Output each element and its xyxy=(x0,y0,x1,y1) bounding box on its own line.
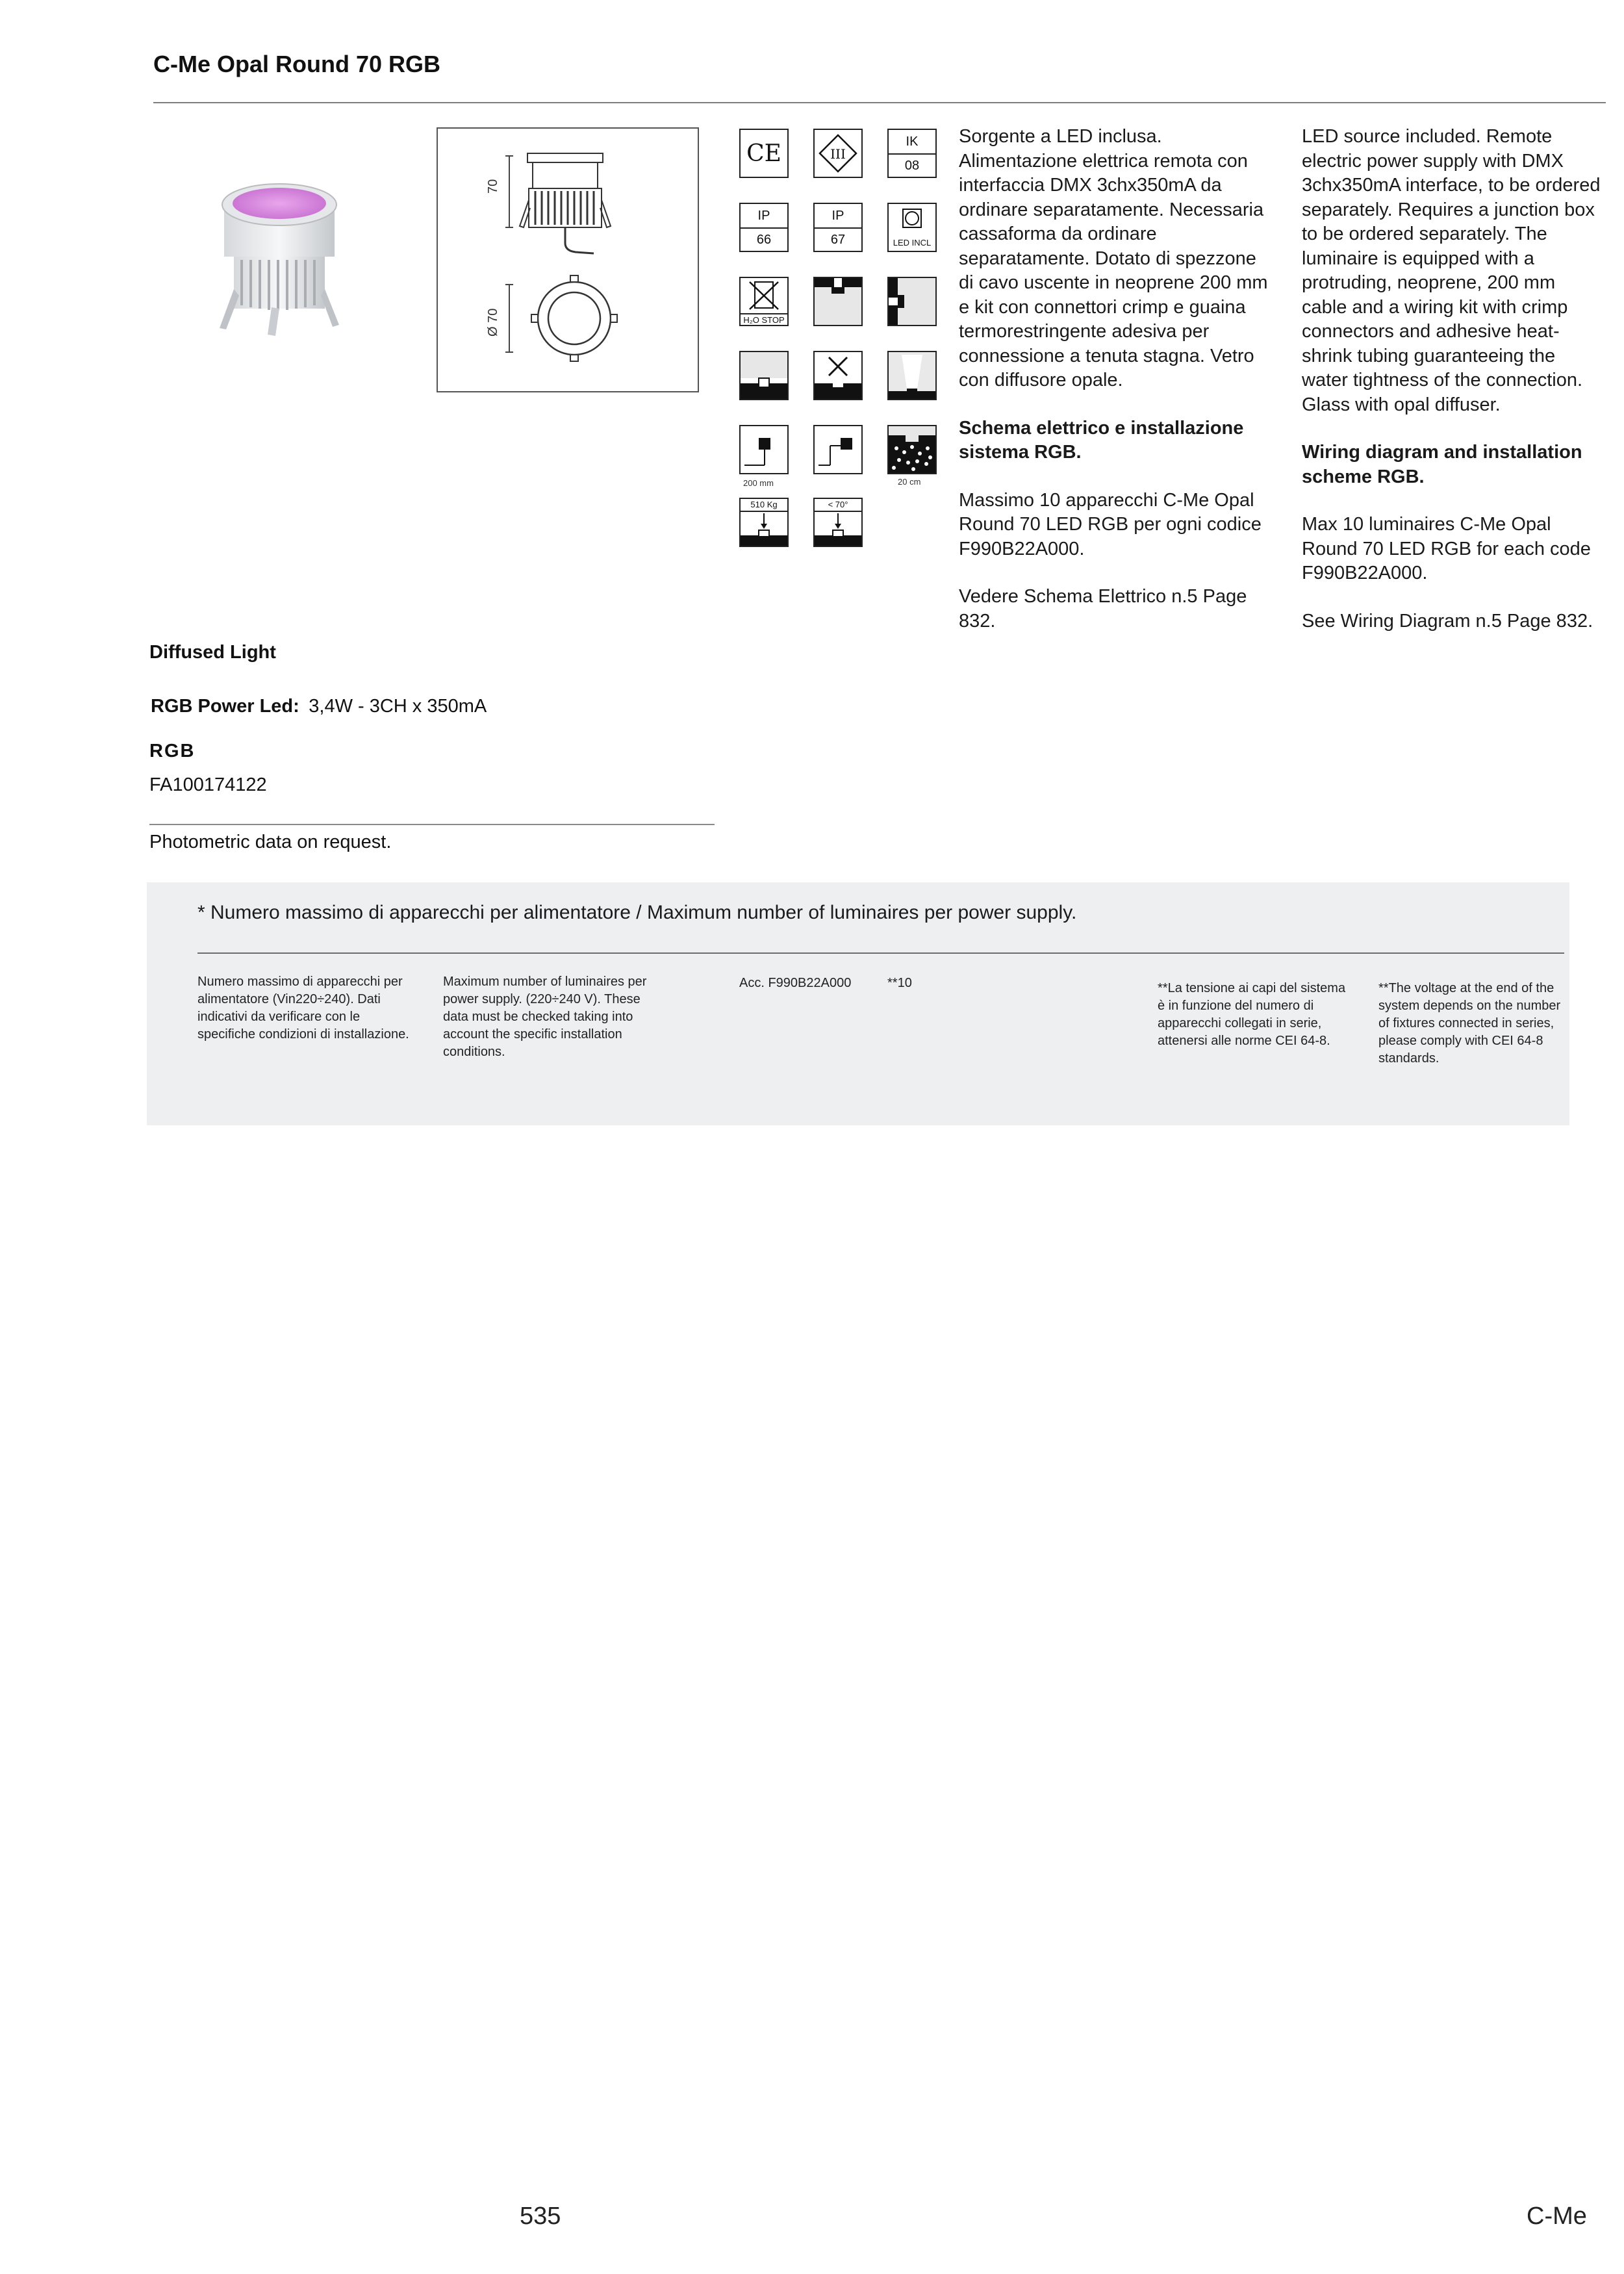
title-divider xyxy=(153,102,1606,103)
light-beam-icon xyxy=(887,351,937,400)
h2o-stop-icon xyxy=(739,277,789,326)
gravel-drainage-icon xyxy=(887,425,937,474)
english-wiring-see: See Wiring Diagram n.5 Page 832. xyxy=(1302,610,1593,632)
ik-label: IK xyxy=(889,130,935,155)
product-code: FA100174122 xyxy=(149,774,267,795)
english-column xyxy=(1302,125,1601,633)
english-wiring-heading: Wiring diagram and installation scheme RGB. xyxy=(1302,442,1582,487)
ip66-label: IP xyxy=(741,204,787,229)
notes-voltage-english: **The voltage at the end of the system depends on the number of fixtures connected in series, please comply with CEI 64-8 standards. xyxy=(1378,981,1561,1066)
product-family: C-Me xyxy=(1527,2203,1587,2230)
english-description: LED source included. Remote electric power supply with DMX 3chx350mA interface, to be ordered separately. Requires a junction box to be ordered separately. The luminaire is equipped with a protruding, neoprene, 200 mm cable and a wiring kit with crimp connectors and adhesive heat-shrink tubing guaranteeing the water tightness of the connection. Glass with opal diffuser. xyxy=(1302,126,1601,415)
notes-voltage-italian: **La tensione ai capi del sistema è in funzione del numero di apparecchi collegati in serie, attenersi alle norme CEI 64-8. xyxy=(1158,981,1346,1048)
photometric-note: Photometric data on request. xyxy=(149,832,392,852)
notes-col-english: Maximum number of luminaires per power supply. (220÷240 V). These data must be checked taking into account the specific installation conditions. xyxy=(443,975,647,1059)
power-supply-notes-box xyxy=(147,882,1569,1125)
h2o-stop-label: H₂O STOP xyxy=(741,313,787,326)
ip67-value: 67 xyxy=(830,233,846,247)
accessory-code: Acc. F990B22A000 xyxy=(739,976,852,990)
ip67-label: IP xyxy=(815,204,861,229)
power-label: RGB Power Led: xyxy=(151,696,299,717)
led-included-icon xyxy=(887,203,937,252)
technical-drawing xyxy=(437,127,699,392)
svg-text:III: III xyxy=(830,146,846,162)
load-510kg-icon xyxy=(739,498,789,547)
power-spec xyxy=(151,696,487,717)
cable-exit-icon xyxy=(813,425,863,474)
temperature-label: < 70° xyxy=(815,499,861,512)
no-covering-icon xyxy=(813,351,863,400)
svg-text:CE: CE xyxy=(746,140,781,167)
class-iii-icon xyxy=(813,129,863,178)
power-value: 3,4W - 3CH x 350mA xyxy=(309,696,487,717)
english-wiring-max: Max 10 luminaires C-Me Opal Round 70 LED RGB for each code F990B22A000. xyxy=(1302,514,1591,583)
accessory-count: **10 xyxy=(887,976,912,990)
notes-heading: * Numero massimo di apparecchi per alimentatore / Maximum number of luminaires per power supply. xyxy=(197,902,1077,923)
ce-mark-icon xyxy=(739,129,789,178)
light-type: Diffused Light xyxy=(149,642,276,663)
ip66-rating-icon xyxy=(739,203,789,252)
floor-recessed-icon xyxy=(739,351,789,400)
italian-description: Sorgente a LED inclusa. Alimentazione elettrica remota con interfaccia DMX 3chx350mA da ordinare separatamente. Necessaria cassaforma da ordinare separatamente. Dotato di spezzone di cavo uscente in neoprene 200 mm e kit con connettori crimp e guaina termorestringente adesiva per connessione a tenuta stagna. Vetro con diffusore opale. xyxy=(959,126,1268,390)
led-incl-label: LED INCL xyxy=(893,238,932,248)
icon-grid xyxy=(739,129,934,557)
italian-wiring-max: Massimo 10 apparecchi C-Me Opal Round 70 LED RGB per ogni codice F990B22A000. xyxy=(959,489,1262,559)
notes-col-italian: Numero massimo di apparecchi per alimentatore (Vin220÷240). Dati indicativi da verificare con le specifiche condizioni di installazione. xyxy=(197,975,409,1041)
ik-value: 08 xyxy=(904,159,920,173)
ip66-value: 66 xyxy=(756,233,772,247)
height-dimension: 70 xyxy=(486,179,500,194)
ik08-rating-icon xyxy=(887,129,937,178)
italian-column xyxy=(959,125,1271,633)
cable-length-caption: 200 mm xyxy=(743,478,774,488)
notes-divider xyxy=(197,952,1564,954)
variant-label: RGB xyxy=(149,741,196,761)
diameter-dimension: Ø 70 xyxy=(486,308,500,337)
recessed-mount-icon xyxy=(813,277,863,326)
page-number: 535 xyxy=(520,2203,561,2230)
specs-divider xyxy=(149,824,715,825)
italian-wiring-see: Vedere Schema Elettrico n.5 Page 832. xyxy=(959,586,1247,632)
wall-mount-icon xyxy=(887,277,937,326)
page-title: C-Me Opal Round 70 RGB xyxy=(153,51,441,77)
temperature-70-icon xyxy=(813,498,863,547)
italian-wiring-heading: Schema elettrico e installazione sistema RGB. xyxy=(959,417,1244,463)
cable-200mm-icon xyxy=(739,425,789,474)
gravel-depth-caption: 20 cm xyxy=(898,477,921,487)
product-photo xyxy=(195,166,364,361)
ip67-rating-icon xyxy=(813,203,863,252)
load-label: 510 Kg xyxy=(741,499,787,512)
